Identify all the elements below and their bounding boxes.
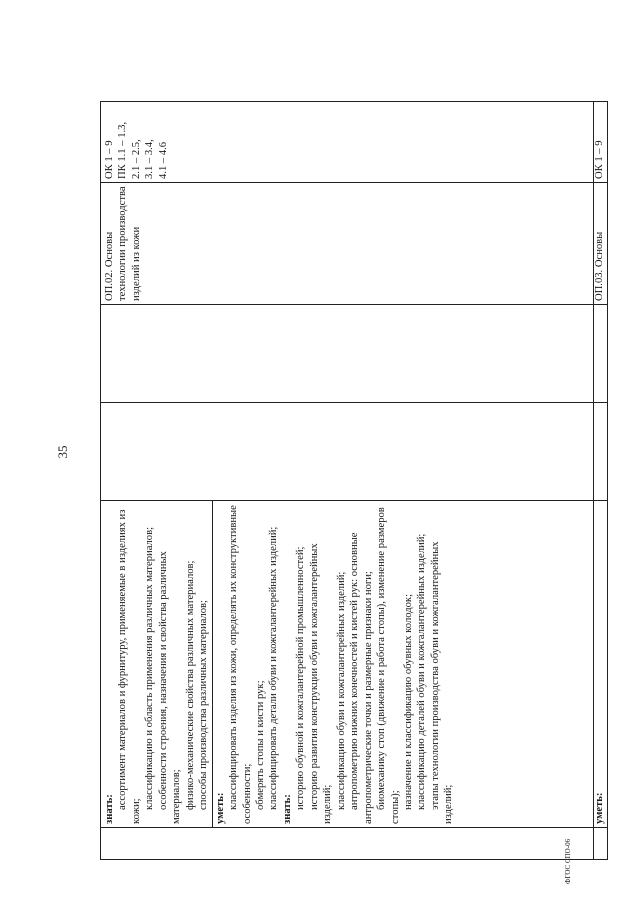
index-cell (101, 828, 594, 860)
can-item: классифицировать детали обуви и кожгалантерейных изделий; (268, 526, 280, 810)
know-item: классификацию деталей обуви и кожгалантерейных изделий; (416, 533, 428, 810)
know-item: этапы технологии производства обуви и кожгалантерейных изделий; (429, 541, 455, 824)
know-item: антропометрию нижних конечностей и кистей рук: основные антропометрические точки и размерные признаки ноги; (349, 532, 374, 824)
empty-cell (594, 305, 608, 403)
competency-table (100, 101, 608, 860)
sub-divider (212, 501, 456, 827)
know-item: классификацию и область применения различных материалов; (144, 526, 156, 810)
competencies-cell (594, 102, 608, 183)
competency-code: 3.1 – 3.4, (144, 139, 156, 179)
competency-code: ПК 1.1 – 1.3, (117, 121, 129, 179)
know-item: физико-механические свойства различных материалов; (184, 560, 196, 810)
know-item: классификацию обуви и кожгалантерейных изделий; (335, 571, 347, 810)
index-cell (594, 828, 608, 860)
discipline-name: ОП.03. Основы (594, 231, 606, 301)
know-item: назначение и классификацию обувных колодок; (402, 593, 414, 810)
competency-code: ОК 1 – 9 (104, 140, 115, 179)
discipline-cell (594, 183, 608, 305)
know-label: знать: (104, 794, 115, 824)
know-item: особенности строения, назначения и свойства различных материалов; (157, 551, 183, 824)
can-label: уметь: (594, 792, 606, 824)
competencies-cell (101, 102, 594, 183)
know-item: ассортимент материалов и фурнитуру, применяемые в изделиях из кожи; (117, 509, 142, 824)
empty-cell (101, 403, 594, 501)
table-row (594, 102, 608, 860)
can-item: обмерять стопы и кисти рук; (254, 680, 266, 810)
competency-code: 4.1 – 4.6 (157, 141, 169, 179)
know-item: биомеханику стоп (движение и работа стопы), изменение размеров стопы); (376, 507, 401, 824)
empty-cell (594, 403, 608, 501)
competency-code: ОК 1 – 9 (594, 140, 606, 179)
discipline-name: ОП.02. Основы технологии производства изделий из кожи (104, 186, 142, 301)
rotated-table-container (100, 102, 608, 860)
competency-code: 2.1 – 2.5, (130, 139, 142, 179)
know-item: способы производства различных материалов; (198, 600, 210, 810)
can-item: классифицировать изделия из кожи, определять их конструктивные особенности; (228, 505, 253, 824)
requirements-cell (101, 501, 594, 828)
empty-cell (101, 305, 594, 403)
table-row (101, 102, 594, 860)
discipline-cell (101, 183, 594, 305)
page-number: 35 (55, 445, 70, 459)
can-label: уметь: (214, 792, 226, 824)
requirements-cell (594, 501, 608, 828)
know-label: знать: (281, 794, 293, 824)
know-item: историю обувной и кожгалантерейной промышленностей; (295, 546, 307, 810)
footer-code: ФГОС СПО-06 (564, 838, 572, 884)
know-item: историю развития конструкции обуви и кожгалантерейных изделий; (308, 543, 334, 824)
